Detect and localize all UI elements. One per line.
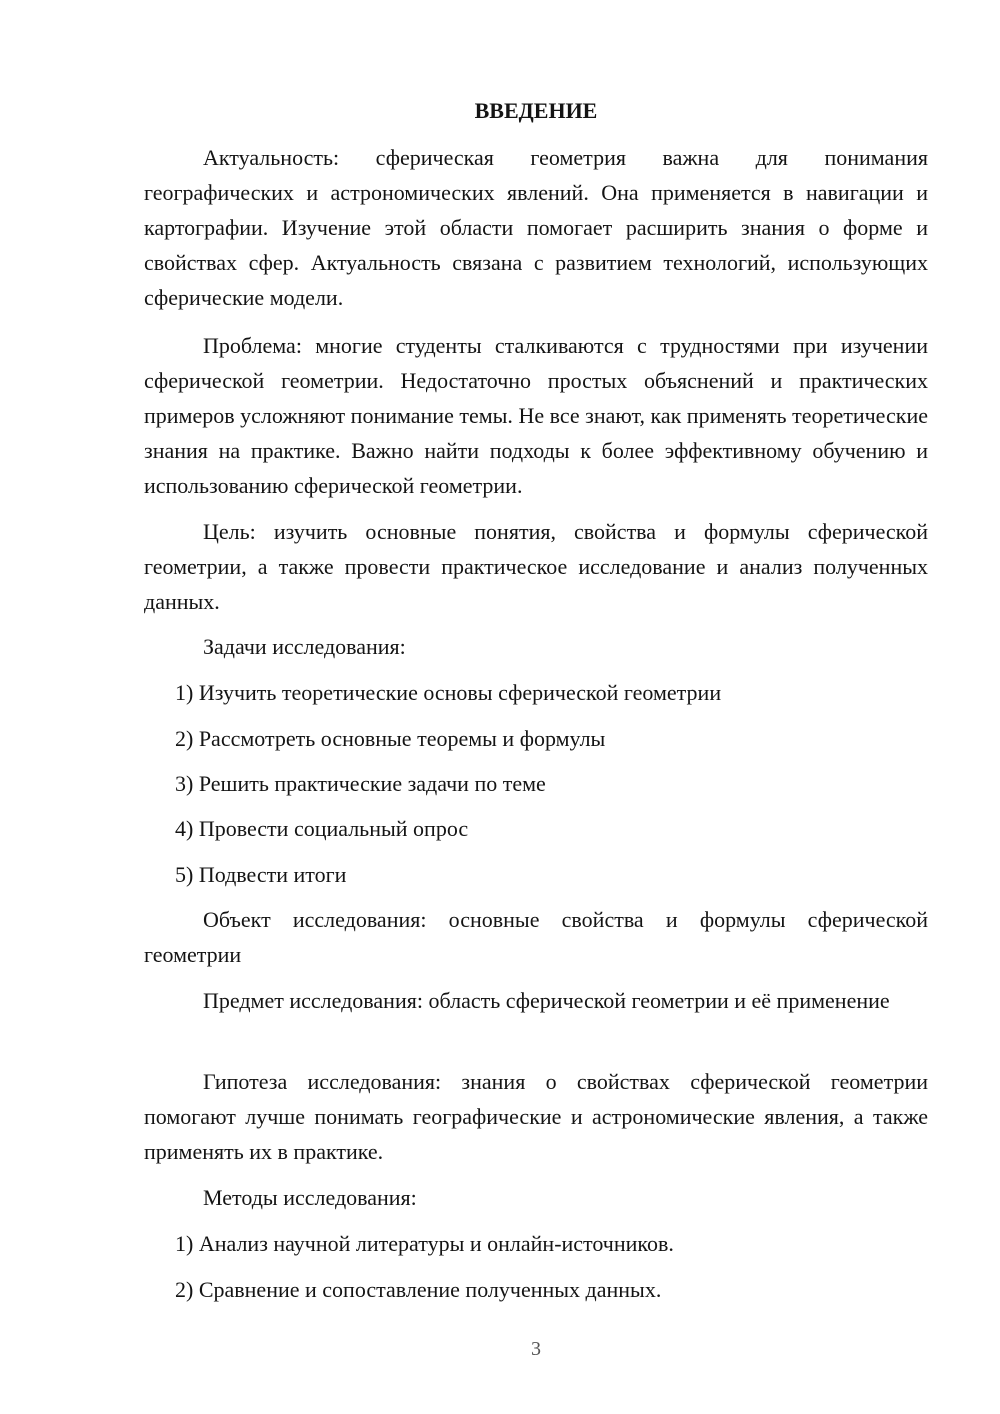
problem-paragraph: Проблема: многие студенты сталкиваются с трудностями при изучении сферической геометрии. Недостаточно простых объяснений и практических примеров усложняют понимание темы. Не все знают, как применять теоретические знания на практике. Важно найти подходы к более эффективному обучению и использованию сферической геометрии. bbox=[144, 333, 928, 498]
object-paragraph: Объект исследования: основные свойства и формулы сферической геометрии bbox=[144, 907, 928, 967]
tasks-title: Задачи исследования: bbox=[203, 634, 406, 659]
section-heading: ВВЕДЕНИЕ bbox=[474, 98, 598, 123]
subject-paragraph: Предмет исследования: область сферической геометрии и её применение bbox=[203, 988, 890, 1013]
task-item-2: 2) Рассмотреть основные теоремы и формулы bbox=[175, 726, 606, 751]
task-item-4: 4) Провести социальный опрос bbox=[175, 816, 469, 841]
relevance-paragraph: Актуальность: сферическая геометрия важна для понимания географических и астрономических явлений. Она применяется в навигации и картографии. Изучение этой области помогает расширить знания о форме и свойствах сфер. Актуальность связана с развитием технологий, использующих сферические модели. bbox=[144, 145, 928, 310]
task-item-3: 3) Решить практические задачи по теме bbox=[175, 771, 546, 796]
method-item-2: 2) Сравнение и сопоставление полученных данных. bbox=[175, 1277, 662, 1302]
goal-paragraph: Цель: изучить основные понятия, свойства и формулы сферической геометрии, а также провести практическое исследование и анализ полученных данных. bbox=[144, 519, 928, 614]
hypothesis-paragraph: Гипотеза исследования: знания о свойствах сферической геометрии помогают лучше понимать географические и астрономические явления, а также применять их в практике. bbox=[144, 1069, 928, 1164]
method-item-1: 1) Анализ научной литературы и онлайн-источников. bbox=[175, 1231, 674, 1256]
task-item-1: 1) Изучить теоретические основы сферической геометрии bbox=[175, 680, 722, 705]
task-item-5: 5) Подвести итоги bbox=[175, 862, 347, 887]
methods-title: Методы исследования: bbox=[203, 1185, 417, 1210]
page-number: 3 bbox=[531, 1338, 541, 1360]
